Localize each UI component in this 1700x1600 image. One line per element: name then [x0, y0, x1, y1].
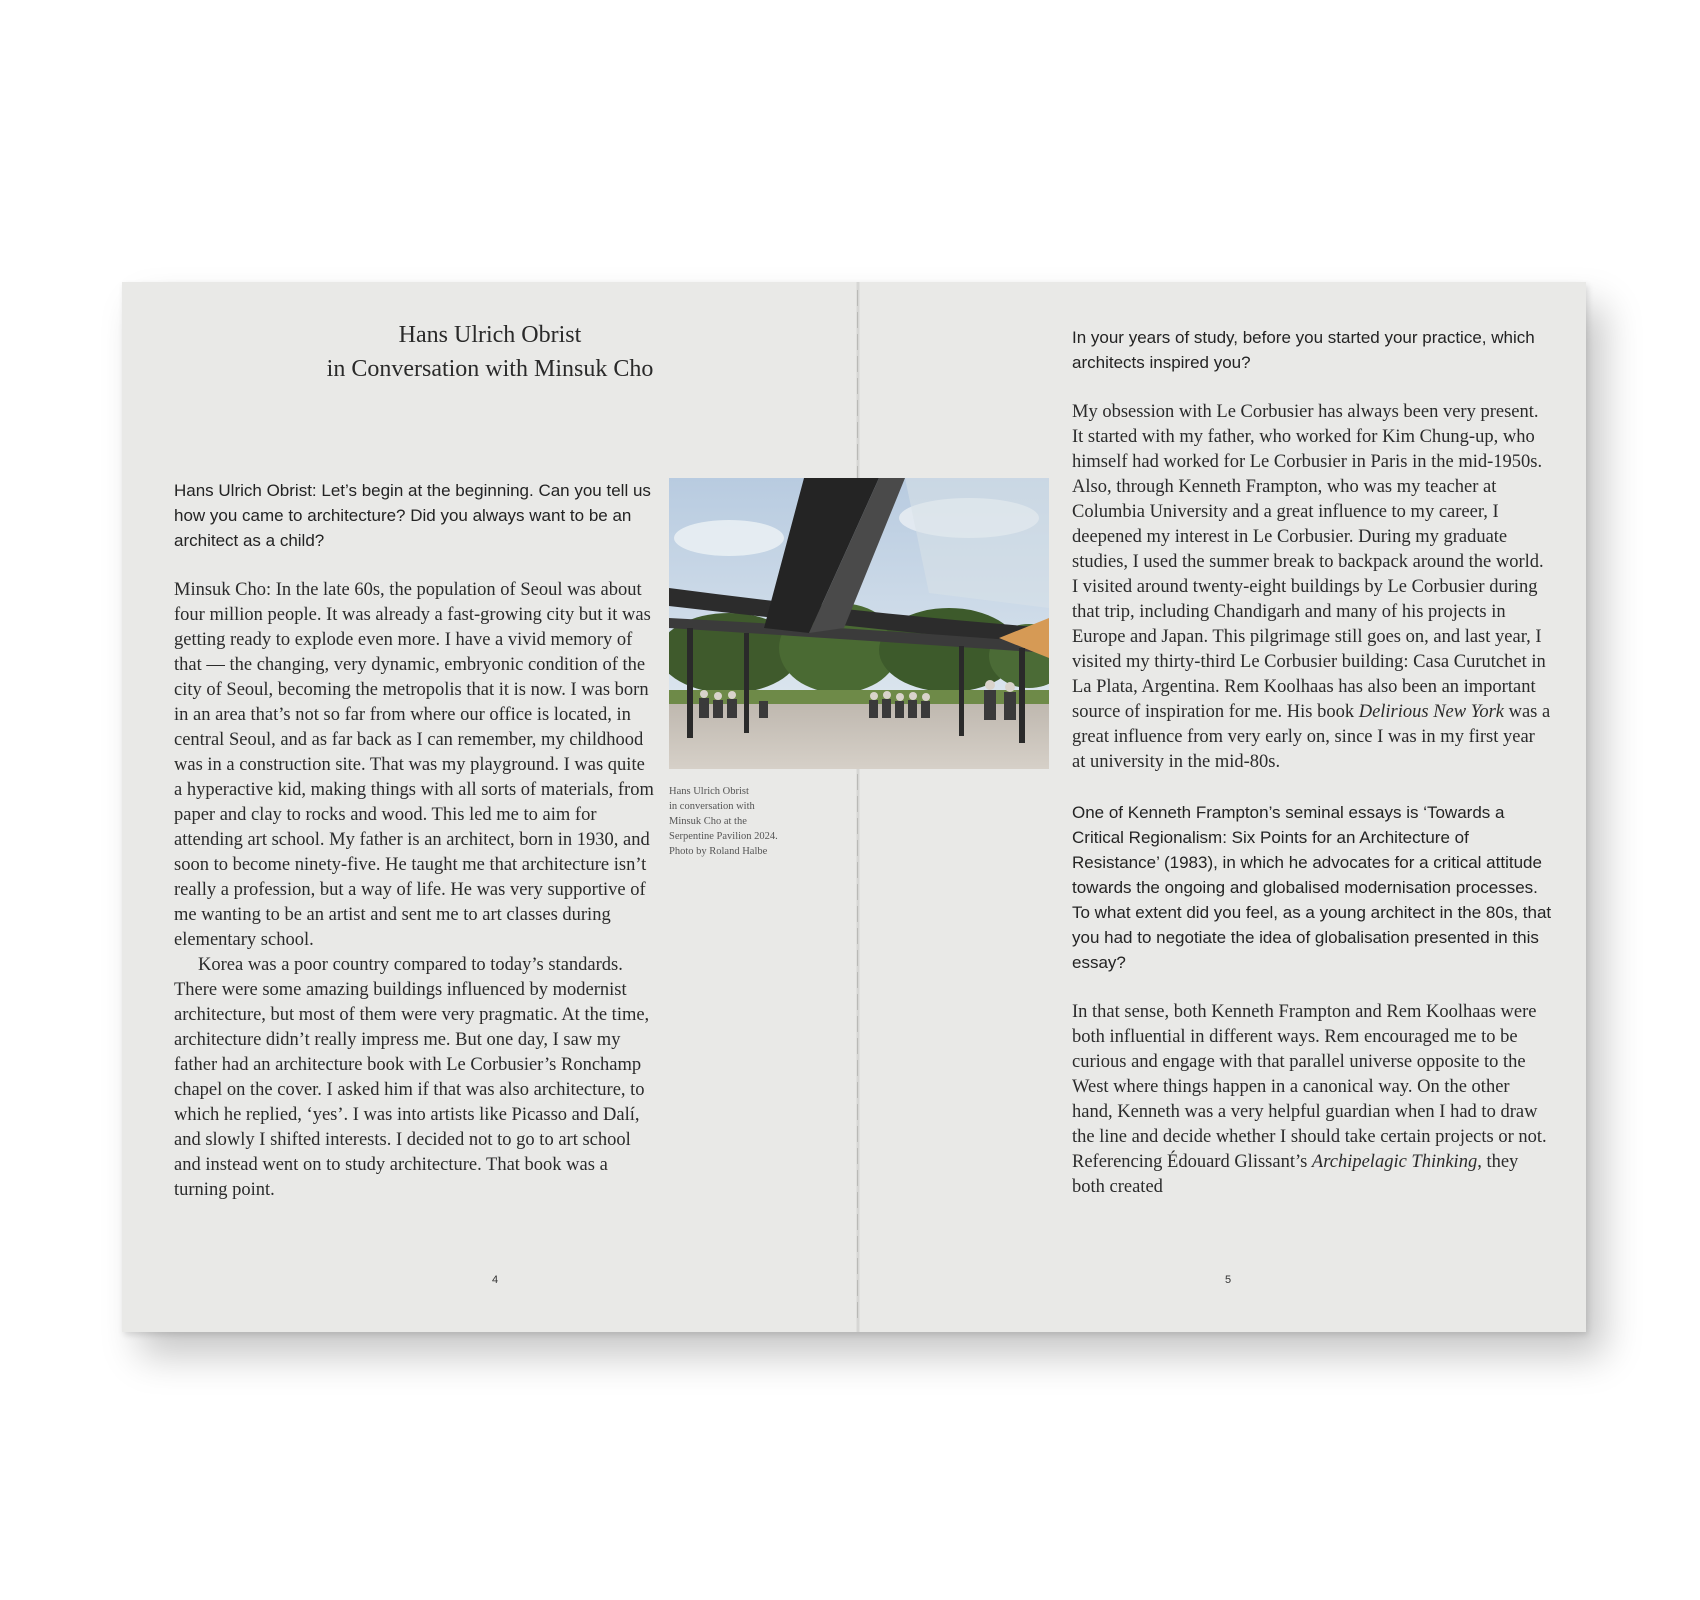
answer-2-text-a: My obsession with Le Corbusier has always been very present. It started with my father, who worked for Kim Chung-up, who himself had worked for Le Corbusier in Paris in the mid-1950s. Also, through Kenneth Frampton, who was my teacher at Columbia University and a great influence to my career, I deepened my interest in Le Corbusier. During my graduate studies, I used the summer break to backpack around the world. I visited around twenty-eight buildings by Le Corbusier during that trip, including Chandigarh and many of his projects in Europe and Japan. This pilgrimage still goes on, and last year, I visited my thirty-third Le Corbusier building: Casa Curutchet in La Plata, Argentina. Rem Koolhaas has also been an important source of inspiration for me. His book — [1072, 402, 1546, 722]
caption-line-5: Photo by Roland Halbe — [669, 846, 768, 857]
answer-3-text-b: , they both created — [1072, 1152, 1519, 1197]
question-1: Hans Ulrich Obrist: Let’s begin at the beginning. Can you tell us how you came to architecture? Did you always want to be an architect as a child? — [174, 481, 651, 550]
photo-caption — [669, 784, 819, 859]
page-number-left: 4 — [492, 1274, 499, 1286]
answer-1-paragraph-2: Korea was a poor country compared to today’s standards. There were some amazing buildings influenced by modernist architecture, but most of them were very pragmatic. At the time, architecture didn’t really impress me. But one day, I saw my father had an architecture book with Le Corbusier’s Ronchamp chapel on the cover. I asked him if that was also architecture, to which he replied, ‘yes’. I was into artists like Picasso and Dalí, and slowly I shifted interests. I decided not to go to art school and instead went on to study architecture. That book was a turning point. — [174, 955, 650, 1200]
right-text-column — [1072, 325, 1552, 1200]
answer-3 — [1072, 1000, 1552, 1200]
pavilion-photo — [669, 478, 1049, 769]
caption-line-2: in conversation with — [669, 801, 755, 812]
answer-1-paragraph-1: Minsuk Cho: In the late 60s, the population of Seoul was about four million people. It was already a fast-growing city but it was getting ready to explode even more. I have a vivid memory of that — the changing, very dynamic, embryonic condition of the city of Seoul, becoming the metropolis that it is now. I was born in an area that’s not so far from where our office is located, in central Seoul, and as far back as I can remember, my childhood was in a construction site. That was my playground. I was quite a hyperactive kid, making things with all sorts of materials, from paper and clay to rocks and wood. This led me to aim for attending art school. My father is an architect, born in 1930, and soon to become ninety-five. He taught me that architecture isn’t really a profession, but a way of life. He was very supportive of me wanting to be an artist and sent me to art classes during elementary school. — [174, 580, 654, 950]
book-title-archipelagic-thinking: Archipelagic Thinking — [1311, 1152, 1478, 1172]
page-title — [122, 318, 858, 386]
answer-3-text-a: In that sense, both Kenneth Frampton and Rem Koolhaas were both influential in different ways. Rem encouraged me to be curious and engage with that parallel universe opposite to the West where things happen in a canonical way. On the other hand, Kenneth was a very helpful guardian when I had to draw the line and decide whether I should take certain projects or not. Referencing Édouard Glissant’s — [1072, 1002, 1547, 1172]
book-spread — [122, 282, 1586, 1332]
title-line-1: Hans Ulrich Obrist — [398, 322, 582, 348]
caption-line-3: Minsuk Cho at the — [669, 816, 747, 827]
book-title-delirious-new-york: Delirious New York — [1358, 702, 1504, 722]
pavilion-photo-illustration — [669, 478, 1049, 769]
answer-2 — [1072, 400, 1552, 775]
answer-2-text-b: was a great influence from very early on, since I was in my first year at university in the mid-80s. — [1072, 702, 1551, 772]
question-3: One of Kenneth Frampton’s seminal essays is ‘Towards a Critical Regionalism: Six Points for an Architecture of Resistance’ (1983), in which he advocates for a critical attitude towards the ongoing and globalised modernisation processes. To what extent did you feel, as a young architect in the 80s, that you had to negotiate the idea of globalisation presented in this essay? — [1072, 803, 1552, 972]
left-text-column — [174, 478, 654, 1203]
left-page — [122, 282, 858, 1332]
caption-line-4: Serpentine Pavilion 2024. — [669, 831, 778, 842]
page-number-right: 5 — [1225, 1274, 1232, 1286]
title-line-2: in Conversation with Minsuk Cho — [326, 356, 654, 382]
caption-line-1: Hans Ulrich Obrist — [669, 786, 749, 797]
question-2: In your years of study, before you started your practice, which architects inspired you? — [1072, 328, 1535, 372]
